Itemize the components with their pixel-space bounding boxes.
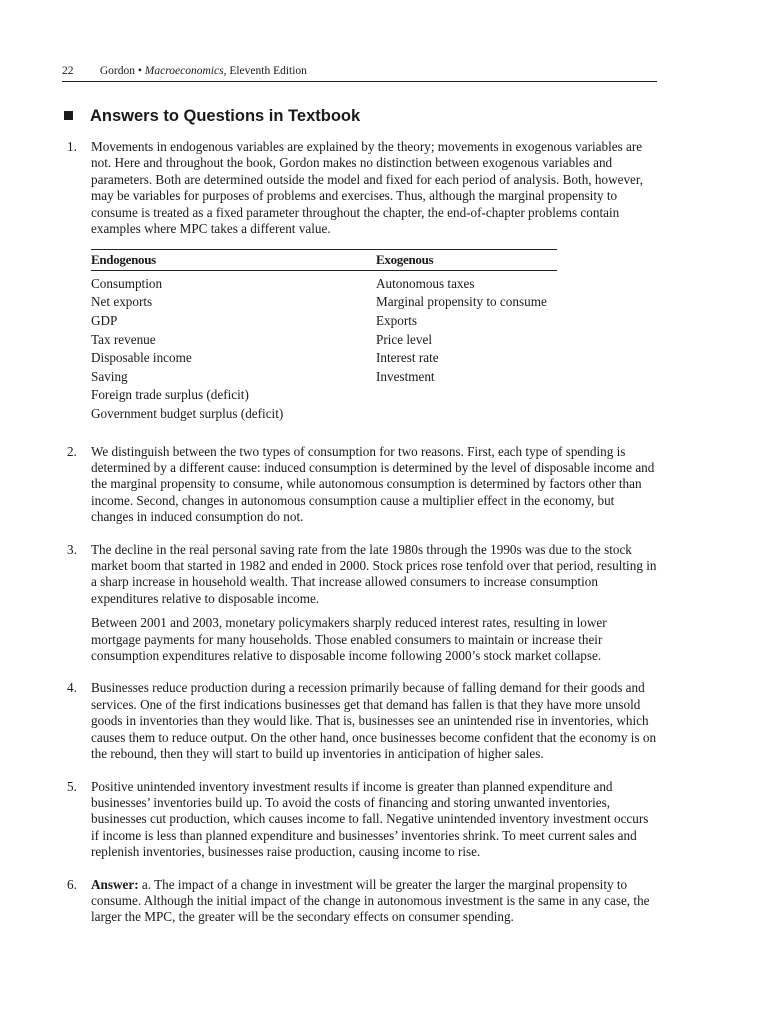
question-3 (62, 542, 658, 665)
table-row (91, 270, 557, 293)
question-body (91, 542, 658, 665)
question-number: 6. (67, 876, 77, 892)
table-cell: Price level (376, 331, 433, 347)
table-cell (376, 405, 557, 424)
question-body (91, 680, 658, 762)
table-row (91, 349, 557, 368)
table-cell: Autonomous taxes (376, 275, 475, 291)
header-edition: Eleventh Edition (229, 65, 307, 77)
table-cell: Net exports (91, 294, 153, 310)
question-4 (62, 680, 658, 762)
section-title-text: Answers to Questions in Textbook (90, 107, 361, 125)
answer-paragraph: Businesses reduce production during a recession primarily because of falling demand for their goods and services. One of the first indications businesses get that demand has fallen is that they have more unsold goods in inventories than they would like. That is, businesses see an unintended rise in inventories, which causes them to reduce output. On the other hand, once businesses become confident that the economy is on the rebound, then they will start to build up inventories in anticipation of higher sales. (91, 680, 657, 762)
header-book-title: Macroeconomics, (144, 65, 227, 77)
table-cell: Marginal propensity to consume (376, 294, 547, 310)
question-2 (62, 444, 658, 526)
table-cell: Consumption (91, 275, 163, 291)
question-body (91, 779, 658, 861)
answer-paragraph: Between 2001 and 2003, monetary policymakers sharply reduced interest rates, resulting in lower mortgage payments for many households. Those enabled consumers to maintain or increase their consumption expenditures relative to disposable income following 2000’s stock market collapse. (91, 615, 607, 664)
question-number: 1. (67, 139, 77, 154)
table-row (91, 368, 557, 387)
table-row (91, 405, 557, 424)
question-body (91, 877, 658, 926)
question-list (62, 139, 658, 926)
page-number: 22 (62, 65, 74, 77)
table-row (91, 293, 557, 312)
table-cell: Foreign trade surplus (deficit) (91, 387, 249, 403)
question-1 (62, 139, 658, 428)
question-number: 4. (67, 680, 77, 696)
column-header-exogenous: Exogenous (376, 250, 557, 270)
column-header-endogenous: Endogenous (91, 250, 376, 270)
page-header (62, 63, 657, 82)
answer-text: a. The impact of a change in investment will be greater the larger the marginal propensity to consume. Although the initial impact of the change in autonomous investment is the same in any case, the larger the MPC, the greater will be the secondary effects on consumer spending. (91, 876, 650, 925)
question-number: 2. (67, 443, 77, 459)
header-author: Gordon (99, 65, 136, 77)
answer-paragraph: Movements in endogenous variables are explained by the theory; movements in exogenous variables are not. Here and throughout the book, Gordon makes no distinction between exogenous variables and parameters. Both are determined outside the model and fixed for each period of analysis. Both, however, may be variables for purposes of problems and exercises. Thus, although the marginal propensity to consume is treated as a fixed parameter throughout the chapter, the end-of-chapter problems contain examples where MPC takes a different value. (91, 139, 644, 237)
question-6 (62, 877, 658, 926)
header-separator: • (137, 65, 142, 77)
table-cell: Saving (91, 368, 128, 384)
question-body (91, 444, 658, 526)
square-bullet-icon (64, 111, 73, 120)
table-cell (376, 386, 557, 405)
table-cell: Interest rate (376, 350, 439, 366)
section-title (64, 105, 360, 127)
question-number: 3. (67, 541, 77, 557)
answer-paragraph: The decline in the real personal saving rate from the late 1980s through the 1990s was due to the stock market boom that started in 1982 and ended in 2000. Stock prices rose tenfold over that period, resulting in a sharp increase in household wealth. That increase allowed consumers to increase consumption expenditures relative to disposable income. (91, 541, 657, 606)
table-cell: Tax revenue (91, 331, 156, 347)
table-cell: Investment (376, 368, 435, 384)
variables-table (91, 249, 557, 423)
table-row (91, 312, 557, 331)
question-number: 5. (67, 778, 77, 794)
answer-paragraph: Positive unintended inventory investment results if income is greater than planned expenditure and businesses’ inventories build up. To avoid the costs of financing and storing unwanted inventories, businesses cut production, which causes income to fall. Negative unintended inventory investment occurs if income is less than planned expenditure and businesses’ inventories shrink. To meet current sales and replenish inventories, businesses raise production, causing income to rise. (91, 778, 649, 860)
question-body (91, 139, 658, 428)
table-cell: Exports (376, 313, 418, 329)
table-cell: Government budget surplus (deficit) (91, 406, 284, 421)
table-row (91, 386, 557, 405)
question-5 (62, 779, 658, 861)
table-cell: GDP (91, 313, 118, 329)
answer-paragraph: We distinguish between the two types of consumption for two reasons. First, each type of spending is determined by a different cause: induced consumption is determined by the level of disposable income and the marginal propensity to consume, while autonomous consumption is determined by factors other than income. Second, changes in autonomous consumption cause a multiplier effect in the economy, but changes in induced consumption do not. (91, 443, 655, 525)
table-row (91, 331, 557, 350)
answer-lead: Answer: (91, 876, 139, 892)
answer-paragraph (91, 877, 658, 926)
table-cell: Disposable income (91, 350, 192, 366)
